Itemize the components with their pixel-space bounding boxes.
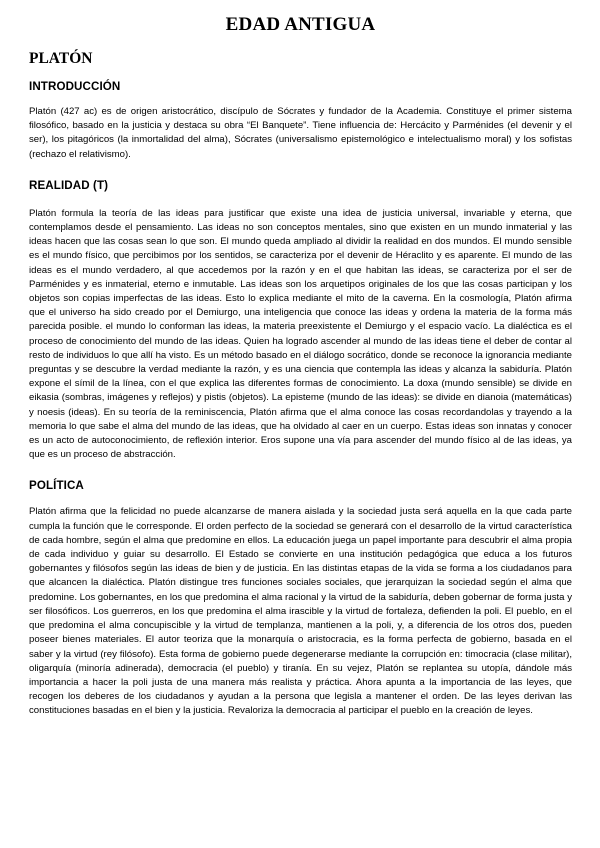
author-heading: PLATÓN: [29, 50, 93, 67]
document-title: EDAD ANTIGUA: [225, 14, 376, 35]
section-introduccion: [29, 80, 572, 162]
paragraph-politica: Platón afirma que la felicidad no puede alcanzarse de manera aislada y la sociedad justa será aquella en la que cada parte cumpla la función que le corresponde. El orden perfecto de la sociedad se generará con el desarrollo de la virtud característica de cada hombre, según el alma que predomine en ellos. La educación juega un papel importante para descubrir el alma propia de cada individuo y guiar su desarrollo. El Estado se convierte en una institución pedagógica que educa a los futuros gobernantes y filósofos según las ideas de bien y de justicia. En las distintas etapas de la vida se forma a los ciudadanos para que alcancen la dialéctica. Platón distingue tres funciones sociales sociales, que jerarquizan la sociedad según el alma que predomine. Los gobernantes, en los que predomina el alma racional y la virtud de la sabiduría, deben gobernar de forma justa y ser filosóficos. Los guerreros, en los que predomina el alma irascible y la virtud de fortaleza, defienden la poli. El pueblo, en el que predomina el alma concupiscible y la virtud de templanza, mantienen a la poli, y, a diferencia de los otros dos, pueden poseer bienes materiales. El autor teoriza que la monarquía o aristocracia, es la forma perfecta de gobierno, basada en el saber y la virtud (rey filósofo). Esta forma de gobierno puede degenerarse mediante la corrupción en: timocracia (clase militar), oligarquía (minoría adinerada), democracia (el pueblo) y tiranía. En su vejez, Platón se replantea su utopía, dándole más importancia a hacer la poli justa de una manera más realista y práctica. Ahora apunta a la importancia de las leyes, que recogen los deberes de los ciudadanos y ayudan a la persona que legisla a mantener el orden. De las leyes derivan las constituciones basadas en el bien y la justicia. Revaloriza la democracia al participar el pueblo en la creación de leyes.: [29, 506, 572, 717]
section-heading-introduccion: INTRODUCCIÓN: [29, 80, 121, 93]
section-heading-realidad: REALIDAD (T): [29, 178, 109, 192]
section-realidad: [29, 179, 572, 463]
section-politica: [29, 479, 572, 718]
paragraph-realidad: Platón formula la teoría de las ideas para justificar que existe una idea de justicia universal, invariable y eterna, que contemplamos desde el pensamiento. Las ideas no son conceptos mentales, sino que existen en un mundo inmaterial y las ideas hacen que las cosas sean lo que son. El mundo queda ampliado al dividir la realidad en dos mundos. El mundo sensible es el mundo físico, que percibimos por los sentidos, se caracteriza por el devenir de Héraclito y es aparente. El mundo de las ideas es el mundo verdadero, al que accedemos por la razón y en el que habitan las ideas, se caracteriza por el ser de Parménides y es inmaterial, eterno e inmutable. Las ideas son los arquetipos originales de los que las cosas participan y los objetos son copias imperfectas de las ideas. Esto lo explica mediante el mito de la caverna. En la cosmología, Platón afirma que el universo ha sido creado por el Demiurgo, una inteligencia que conoce las ideas y ordena la materia de la forma más parecida posible. el mundo lo conforman las ideas, la materia preexistente el Demiurgo y el espacio vacío. La dialéctica es el proceso de conocimiento del mundo de las ideas. Quien ha logrado ascender al mundo de las ideas tiene el deber de contar al resto de individuos lo que allí ha visto. Es un método basado en el diálogo socrático, donde se reconoce la ignorancia mediante preguntas y se descubre la verdad mediante la razón, y es una ciencia que contempla las ideas y alcanza la sabiduría. Platón expone el símil de la línea, con el que explica las diferentes formas de conocimiento. La doxa (mundo sensible) se divide en eikasia (sombras, imágenes y reflejos) y pistis (objetos). La episteme (mundo de las ideas): se divide en dianoia (matemáticas) y noesis (ideas). En su teoría de la reminiscencia, Platón afirma que el alma conoce las cosas recordandolas y trayendo a la memoria lo que sabe el alma del mundo de las ideas, que ha olvidado al caer en un cuerpo. Estas ideas son innatas y conocer es un acto de autoconocimiento, de reflexión interior. Eros supone una vía para ascender del mundo físico al de las ideas, ya que es un proceso de abstracción.: [29, 207, 572, 461]
section-heading-politica: POLÍTICA: [29, 479, 84, 493]
paragraph-introduccion: Platón (427 ac) es de origen aristocrático, discípulo de Sócrates y fundador de la Academia. Constituye el primer sistema filosófico, basado en la justicia y destaca su obra “El Banquete”. Tiene influencia de: Hercácito y Parménides (el devenir y el ser), los pitagóricos (la inmortalidad del alma), Sócrates (universalismo epistemológico e intelectualismo moral) y los sofistas (rechazo el relativismo).: [29, 106, 572, 160]
